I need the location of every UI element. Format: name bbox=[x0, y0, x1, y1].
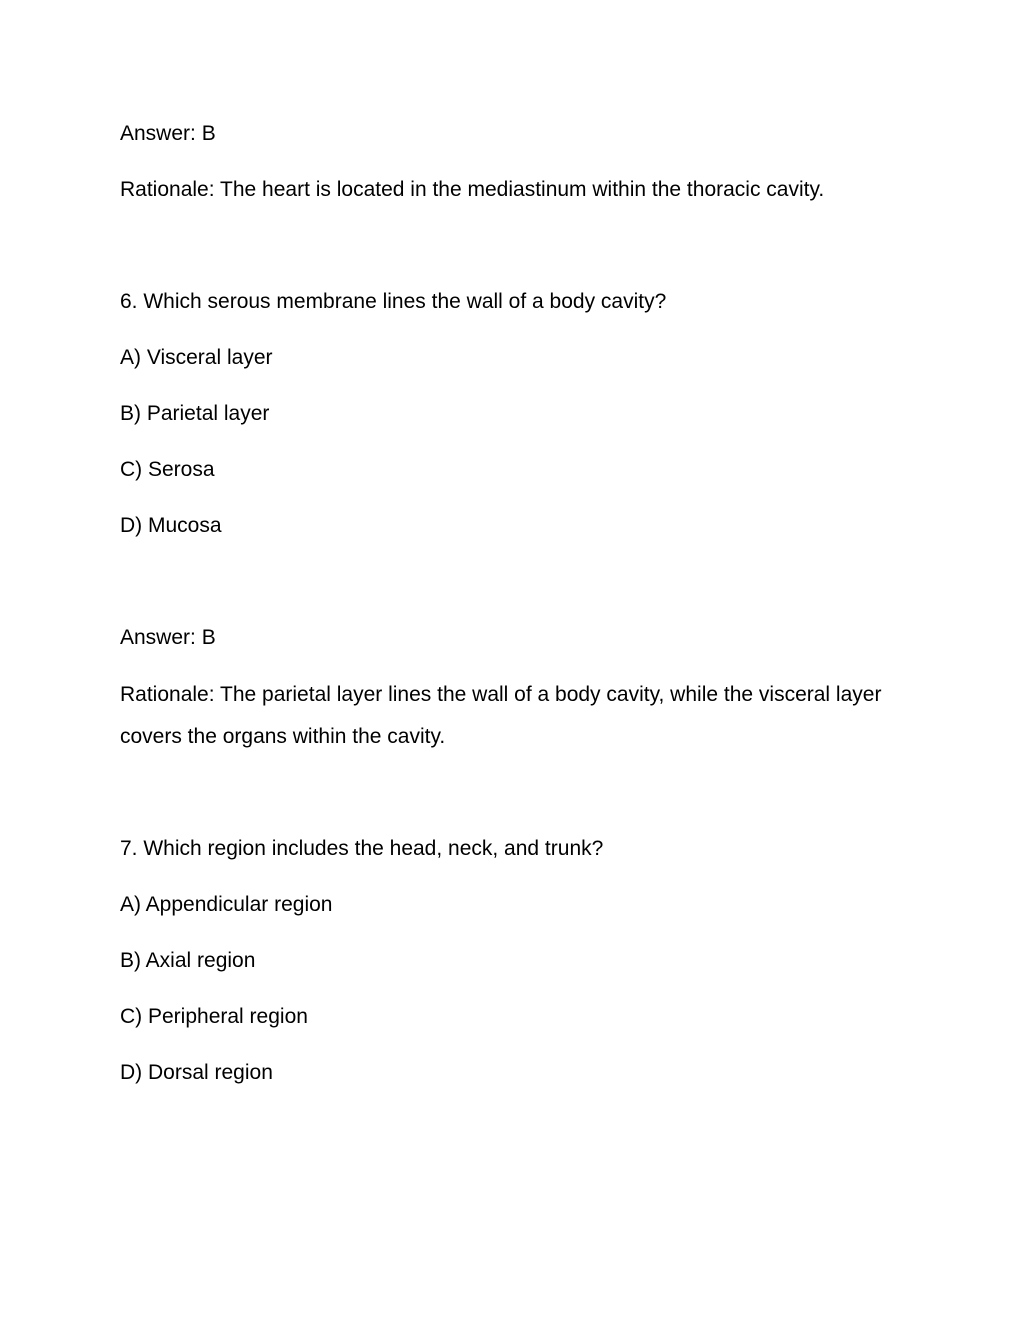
option-a: A) Visceral layer bbox=[120, 346, 273, 369]
option-b: B) Parietal layer bbox=[120, 402, 270, 425]
answer-text: Answer: B bbox=[120, 122, 216, 145]
question-6: 6. Which serous membrane lines the wall of a body cavity? bbox=[120, 290, 667, 313]
rationale-text: Rationale: The heart is located in the mediastinum within the thoracic cavity. bbox=[120, 178, 825, 201]
option-d: D) Mucosa bbox=[120, 514, 222, 537]
option-c: C) Peripheral region bbox=[120, 1005, 308, 1028]
option-c: C) Serosa bbox=[120, 458, 215, 481]
option-b: B) Axial region bbox=[120, 949, 256, 972]
rationale-text: Rationale: The parietal layer lines the wall of a body cavity, while the visceral layer covers the organs within the cavity. bbox=[120, 683, 882, 748]
answer-text: Answer: B bbox=[120, 626, 216, 649]
question-7: 7. Which region includes the head, neck, and trunk? bbox=[120, 837, 604, 860]
option-a: A) Appendicular region bbox=[120, 893, 333, 916]
option-d: D) Dorsal region bbox=[120, 1061, 273, 1084]
